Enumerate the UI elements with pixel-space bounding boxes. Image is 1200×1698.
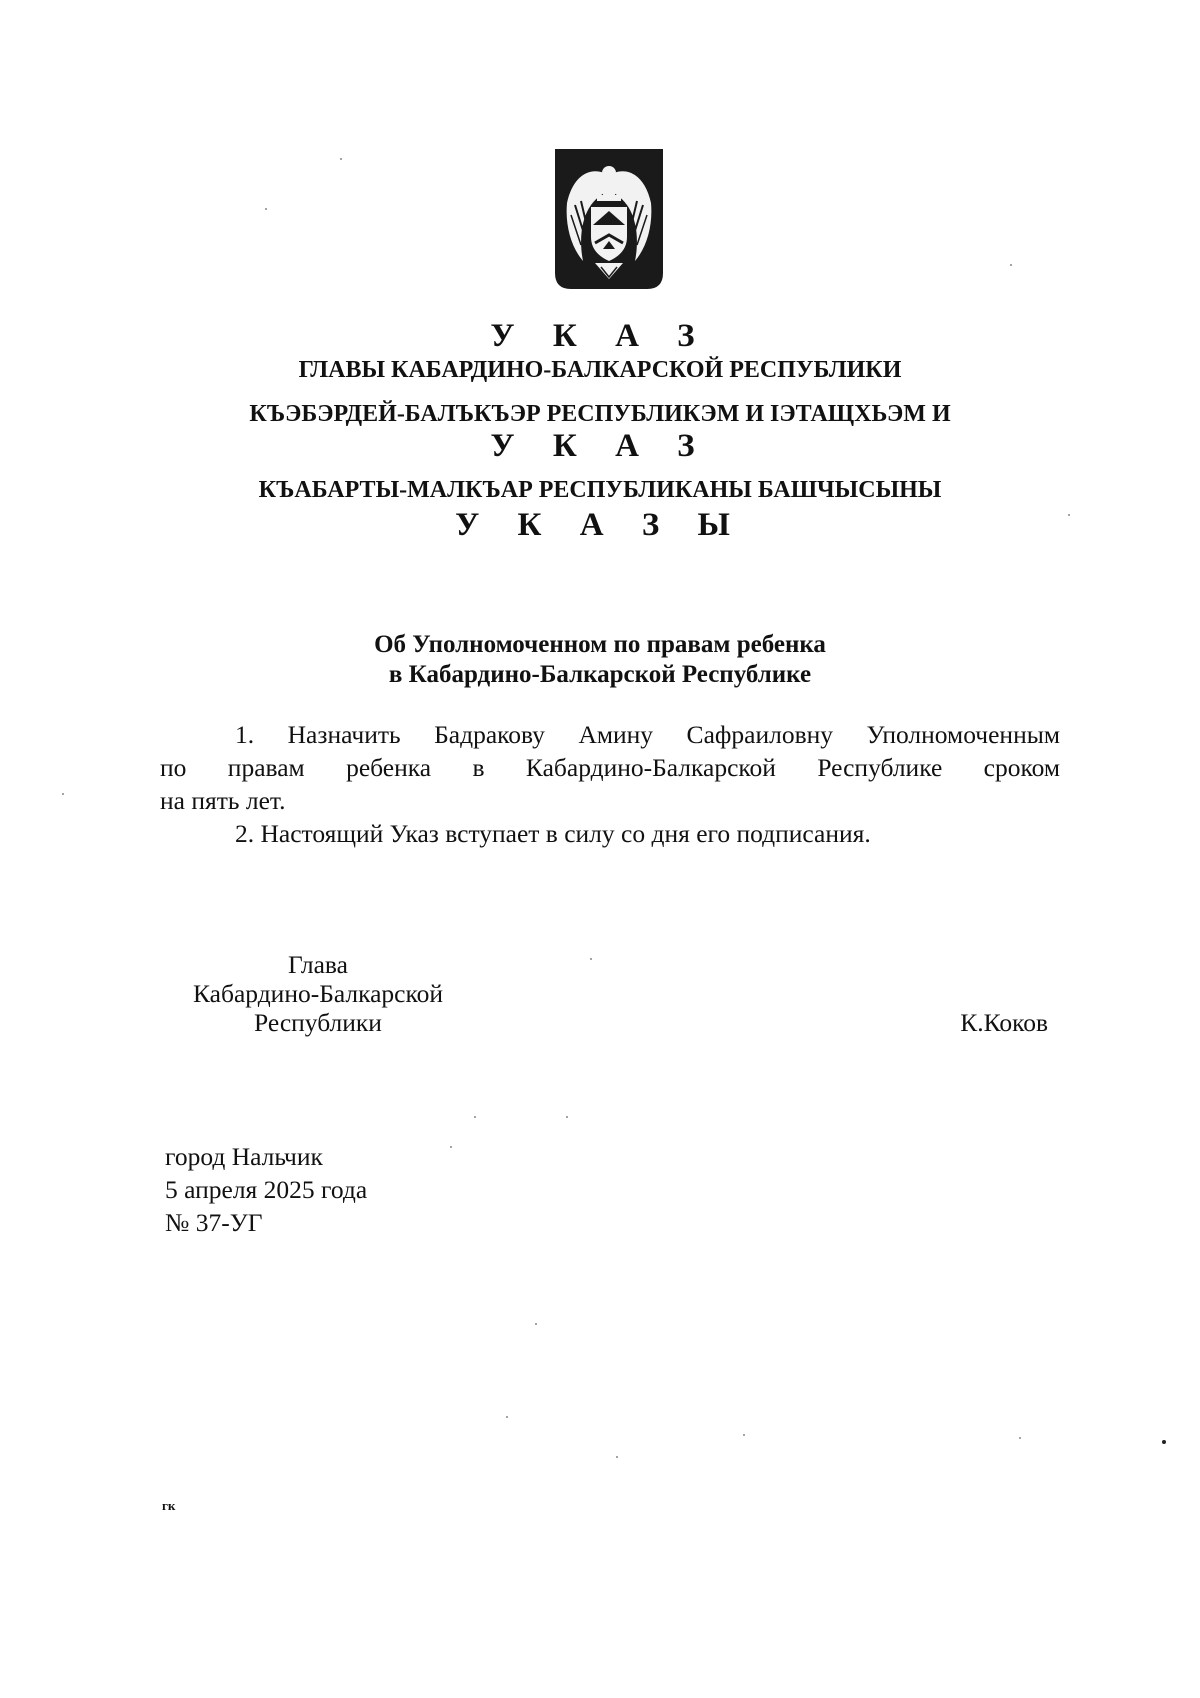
paragraph-1-line-3: на пять лет. [160,786,286,815]
scan-speck [265,208,267,210]
coat-of-arms-emblem [551,145,667,293]
issue-date: 5 апреля 2025 года [165,1175,368,1204]
scan-speck [1010,264,1012,266]
decree-title-balkar: У К А З Ы [455,507,745,543]
paragraph-1-line-2: по правам ребенка в Кабардино-Балкарской Республике сроком [160,753,1060,782]
scan-speck [450,1146,452,1148]
paragraph-1 [160,718,1060,817]
issue-details [165,1140,367,1239]
header-line-head-of-republic: ГЛАВЫ КАБАРДИНО-БАЛКАРСКОЙ РЕСПУБЛИКИ [298,357,902,383]
scan-speck [1068,514,1070,516]
subject-line-2: в Кабардино-Балкарской Республике [388,661,812,688]
scan-speck [1019,1437,1021,1439]
signatory-title-line-3: Республики [254,1008,382,1037]
header-line-balkar: КЪАБАРТЫ-МАЛКЪАР РЕСПУБЛИКАНЫ БАШЧЫСЫНЫ [258,477,942,503]
decree-title-kabardian: У К А З [490,428,710,464]
signatory-title-line-1: Глава [288,950,348,979]
signatory-title [160,950,476,1037]
scan-speck [340,158,342,160]
scan-speck [743,1434,745,1436]
scan-speck [474,1116,476,1118]
paragraph-2: 2. Настоящий Указ вступает в силу со дня его подписания. [235,819,871,848]
scan-speck [1162,1440,1166,1444]
decree-title-russian: У К А З [490,318,710,354]
signatory-title-line-2: Кабардино-Балкарской [193,979,443,1008]
subject-line-1: Об Уполномоченном по правам ребенка [374,631,826,658]
scan-speck [566,1116,568,1118]
operator-mark: гк [162,1498,176,1513]
scan-speck [62,793,64,795]
decree-number: № 37-УГ [165,1208,263,1237]
scan-speck [506,1416,508,1418]
issue-city: город Нальчик [165,1142,323,1171]
paragraph-1-line-1: 1. Назначить Бадракову Амину Сафраиловну Уполномоченным [235,720,1060,749]
scan-speck [616,1456,618,1458]
signatory-name: К.Коков [960,1008,1048,1037]
header-line-kabardian: КЪЭБЭРДЕЙ-БАЛЪКЪЭР РЕСПУБЛИКЭМ И IЭТАЩХЬЭМ И [249,401,951,427]
decree-subject [0,630,1200,690]
scan-speck [590,958,592,960]
scan-speck [535,1323,537,1325]
